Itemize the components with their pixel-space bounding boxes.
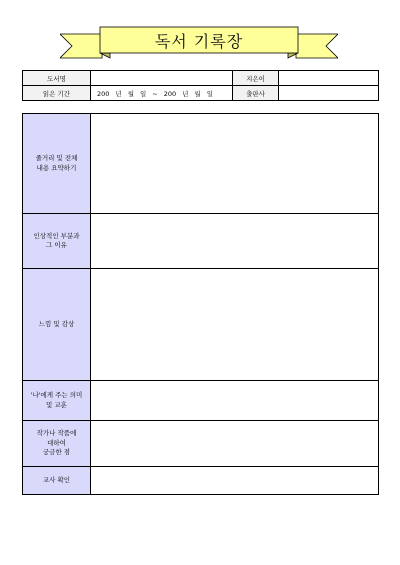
period-month-unit: 월 — [194, 89, 201, 98]
section-label-summary — [23, 114, 91, 214]
section-input-questions[interactable] — [91, 421, 379, 467]
period-tilde: ~ — [152, 89, 158, 98]
period-start-year: 200 — [97, 89, 110, 98]
book-info-table — [22, 70, 379, 101]
section-label-line: 대하여 — [47, 438, 66, 447]
period-year-unit: 년 — [182, 89, 189, 98]
section-label-line: 작가나 작품에 — [36, 429, 77, 438]
section-label-line: 및 교훈 — [46, 400, 67, 409]
section-label-line: 줄거리 및 전체 — [35, 154, 78, 163]
section-label-line: '나'에게 주는 의미 — [30, 391, 83, 400]
title-banner — [60, 20, 338, 60]
section-input-impressive-part[interactable] — [91, 214, 379, 269]
reading-period-field[interactable] — [91, 86, 233, 101]
section-label-impressive-part — [23, 214, 91, 269]
section-label-line: 인상적인 부분과 — [33, 231, 80, 240]
publisher-label: 출판사 — [233, 86, 279, 101]
book-title-field[interactable] — [91, 71, 233, 86]
period-year-unit: 년 — [115, 89, 122, 98]
period-end-year: 200 — [163, 89, 177, 98]
section-label-line: 느낌 및 감상 — [38, 319, 75, 328]
section-input-meaning[interactable] — [91, 381, 379, 421]
section-label-line: 궁금한 점 — [42, 448, 71, 457]
author-label: 지은이 — [233, 71, 279, 86]
period-day-unit: 일 — [206, 89, 213, 98]
section-label-meaning — [23, 381, 91, 421]
section-input-feelings[interactable] — [91, 269, 379, 381]
reading-record-table — [22, 113, 379, 495]
reading-period-label: 읽은 기간 — [23, 86, 91, 101]
section-input-summary[interactable] — [91, 114, 379, 214]
section-input-teacher-check[interactable] — [91, 467, 379, 495]
publisher-field[interactable] — [279, 86, 379, 101]
section-label-teacher-check — [23, 467, 91, 495]
period-day-unit: 일 — [139, 89, 147, 98]
page-title: 독서 기록장 — [154, 31, 244, 51]
period-month-unit: 월 — [127, 89, 134, 98]
section-label-feelings — [23, 269, 91, 381]
author-field[interactable] — [279, 71, 379, 86]
section-label-line: 그 이유 — [46, 241, 67, 249]
section-label-questions — [23, 421, 91, 467]
book-title-label: 도서명 — [23, 71, 91, 86]
section-label-line: 교사 확인 — [42, 475, 71, 484]
section-label-line: 내용 요약하기 — [36, 163, 77, 172]
